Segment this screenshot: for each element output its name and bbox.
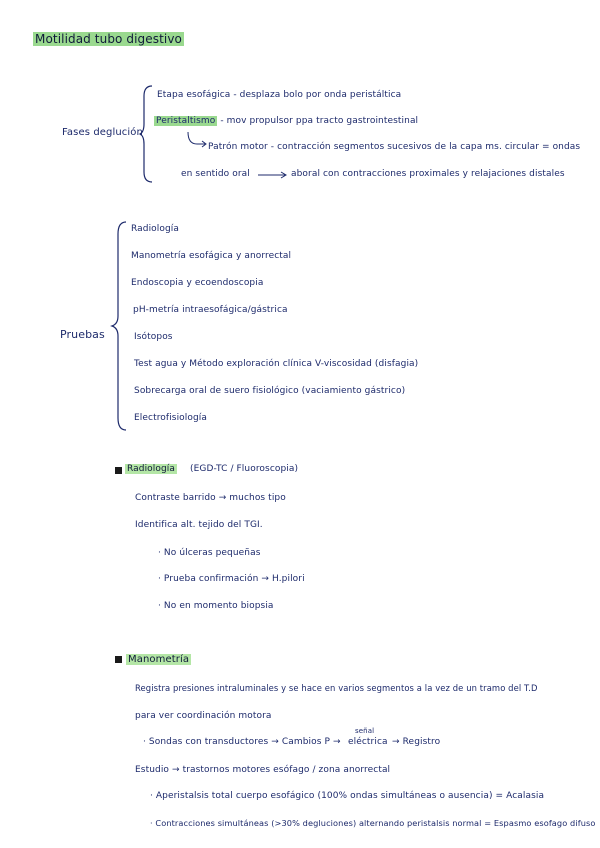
pruebas-label: Pruebas xyxy=(60,328,105,341)
radiologia-subtitle: (EGD-TC / Fluoroscopia) xyxy=(190,464,299,474)
prueba-item: Manometría esofágica y anorrectal xyxy=(131,251,292,261)
peristaltismo-highlight: Peristaltismo xyxy=(156,116,216,126)
fases-aboral: aboral con contracciones proximales y relajaciones distales xyxy=(291,169,565,179)
manometria-estudio: Estudio → trastornos motores esófago / zona anorrectal xyxy=(135,765,391,775)
manometria-sondas: · Sondas con transductores → Cambios P → xyxy=(143,737,341,747)
radiologia-bullet: · Prueba confirmación → H.pilori xyxy=(158,574,305,584)
manometria-line1: Registra presiones intraluminales y se hace en varios segmentos a la vez de un tramo del T.D xyxy=(135,683,538,693)
manometria-electrica: eléctrica xyxy=(348,737,388,747)
pruebas-brace xyxy=(112,220,128,432)
radiologia-contraste: Contraste barrido → muchos tipo xyxy=(135,493,286,503)
prueba-item: Test agua y Método exploración clínica V-viscosidad (disfagia) xyxy=(134,359,419,369)
fases-peristaltismo: Peristaltismo - mov propulsor ppa tracto gastrointestinal xyxy=(156,116,419,126)
manometria-bullet: · Contracciones simultáneas (>30% degluciones) alternando peristalsis normal = Espasmo esofago difuso xyxy=(150,818,596,828)
manometria-senal: señal xyxy=(355,727,375,735)
radiologia-bullet: · No en momento biopsia xyxy=(158,601,274,611)
radiologia-identifica: Identifica alt. tejido del TGI. xyxy=(135,520,263,530)
fases-en-sentido: en sentido oral xyxy=(181,169,250,179)
fases-label: Fases deglución xyxy=(62,127,143,138)
radiologia-bullet: · No úlceras pequeñas xyxy=(158,548,261,558)
radiologia-heading: Radiología (EGD-TC / Fluoroscopia) xyxy=(127,464,299,474)
prueba-item: Electrofisiología xyxy=(134,413,208,423)
prueba-item: Sobrecarga oral de suero fisiológico (vaciamiento gástrico) xyxy=(134,386,406,396)
prueba-item: pH-metría intraesofágica/gástrica xyxy=(133,305,288,315)
manometria-heading: Manometría xyxy=(128,654,190,665)
fases-brace xyxy=(140,84,154,184)
aboral-arrow xyxy=(258,170,288,180)
page-title: Motilidad tubo digestivo xyxy=(35,32,182,46)
manometria-line2: para ver coordinación motora xyxy=(135,711,272,721)
manometria-bullet: · Aperistalsis total cuerpo esofágico (100% ondas simultáneas o ausencia) = Acalasia xyxy=(150,791,545,801)
bullet-square-icon xyxy=(115,656,122,663)
patron-arrow xyxy=(187,132,207,150)
prueba-item: Radiología xyxy=(131,224,180,234)
prueba-item: Isótopos xyxy=(134,332,173,342)
fases-etapa: Etapa esofágica - desplaza bolo por onda peristáltica xyxy=(157,90,402,100)
manometria-registro: → Registro xyxy=(392,737,441,747)
bullet-square-icon xyxy=(115,467,122,474)
fases-patron: Patrón motor - contracción segmentos sucesivos de la capa ms. circular = ondas xyxy=(208,142,581,152)
prueba-item: Endoscopia y ecoendoscopia xyxy=(131,278,264,288)
